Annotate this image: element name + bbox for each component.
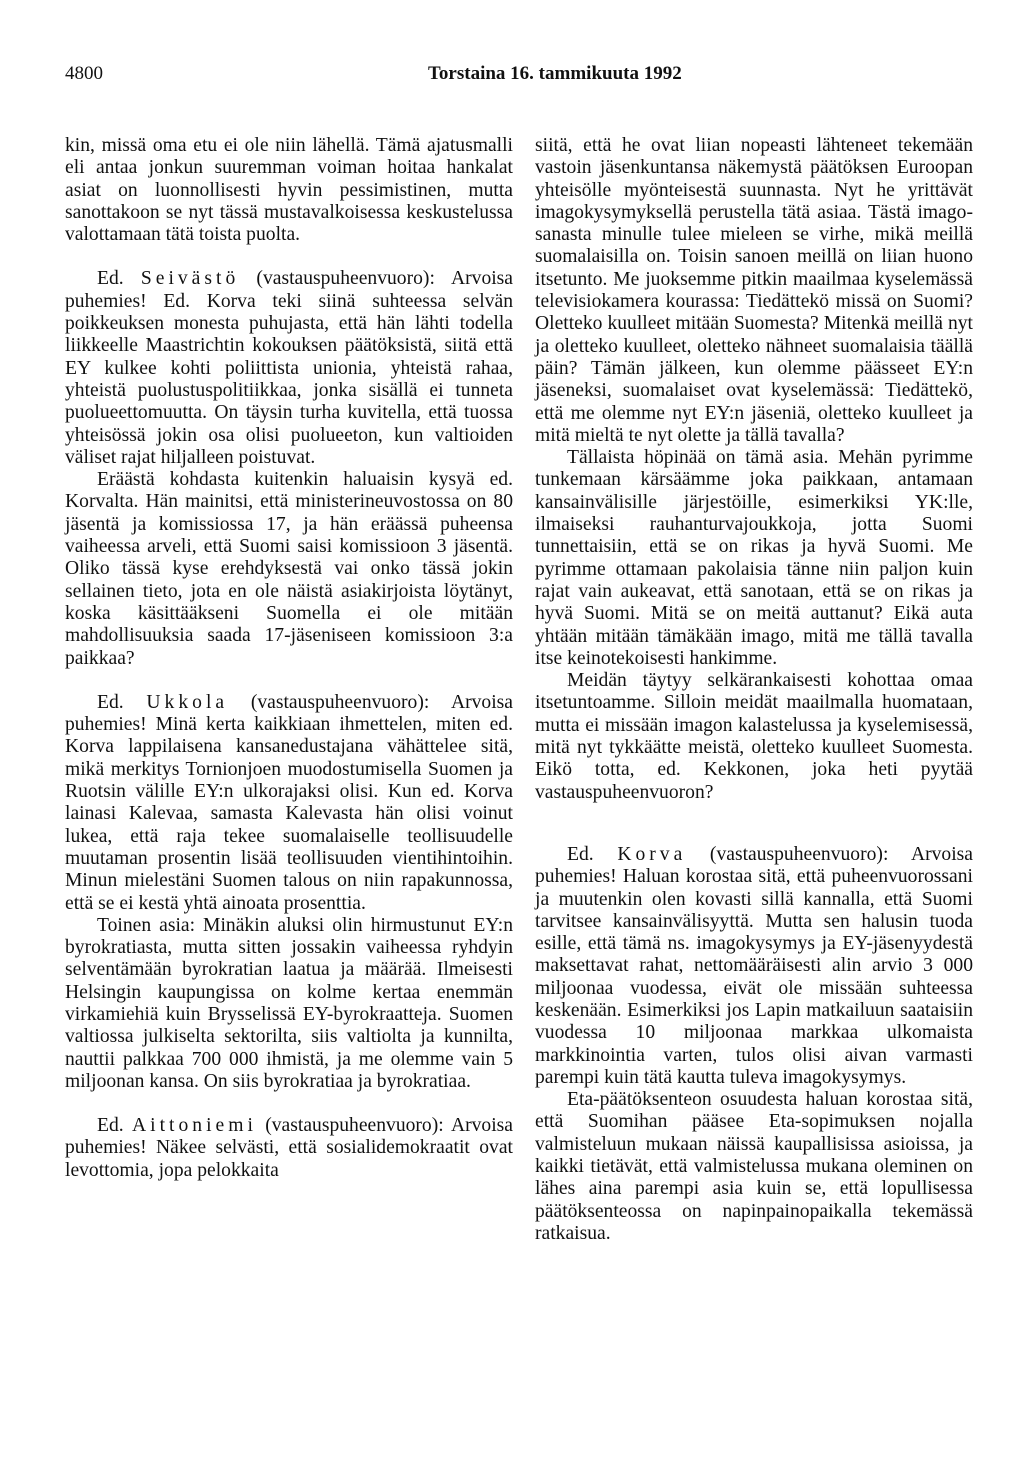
page-number: 4800 — [65, 63, 103, 84]
paragraph: Eta-päätöksenteon osuudesta haluan korostaa sitä, että Suomihan pääsee Eta-sopimuksen nojalla valmisteluun mukaan näissä kaupallisissa asioissa, ja kaikki tietävät, että valmistelussa mukana oleminen on lähes aina parempi asia kuin se, että lopullisessa päätöksenteossa on napinpainopaikalla tekemässä ratkaisua. — [535, 1089, 973, 1244]
speech-seivasto — [65, 268, 513, 469]
page-header — [65, 63, 960, 91]
running-title: Torstaina 16. tammikuuta 1992 — [428, 63, 682, 84]
speech-ukkola — [65, 692, 513, 915]
speaker-name: Ukkola — [146, 691, 229, 713]
speech-text: (vastauspuheenvuoro): Arvoisa puhemies! Minä kerta kaikkiaan ihmettelen, miten ed. Korva lappilaisena kansanedustajana vähättelee sitä, mikä merkitys Tornionjoen muodostumisella Suomen ja Ruotsin välille EY:n ulkorajaksi olisi. Kun ed. Korva lainasi Kalevaa, samasta Kalevasta hän olisi voinut lukea, että raja tekee suomalaiselle teollisuudelle muutaman prosentin lisää teollisuuden vientihintoihin. Minun mielestäni Suomen talous on niin rapakunnossa, että se ei kestä yhtä ainoata prosenttia. — [65, 691, 513, 914]
speaker-prefix: Ed. — [97, 1115, 124, 1137]
speaker-name: Korva — [617, 843, 687, 865]
speech-text: (vastauspuheenvuoro): Arvoisa puhemies! Näkee selvästi, että sosialidemokraatit ovat levottomia, jopa pelokkaita — [65, 1115, 513, 1181]
paragraph: Toinen asia: Minäkin aluksi olin hirmustunut EY:n byrokratiasta, mutta sitten jossakin vaiheessa ryhdyin selventämään byrokratian laatua ja määrää. Ilmeisesti Helsingin kaupungissa on kolme kertaa enemmän virkamiehiä kuin Brysselissä EY-byrokraatteja. Suomen valtiossa julkiselta sektorilta, siis valtiolta ja kunnilta, nauttii palkkaa 700 000 ihmistä, ja me olemme vain 5 miljoonan kansa. On siis byrokratiaa ja byrokratiaa. — [65, 914, 513, 1092]
paragraph: kin, missä oma etu ei ole niin lähellä. Tämä ajatusmalli eli antaa jonkun suuremman voiman hoitaa hankalat asiat on luonnollisesti hyvin pessimistinen, mutta sanottakoon se nyt tässä mustavalkoisessa keskustelussa valottamaan tätä toista puolta. — [65, 135, 513, 246]
speech-text: (vastauspuheenvuoro): Arvoisa puhemies! Haluan korostaa sitä, että puheenvuorossani ja muutenkin olen kovasti sillä kannalla, että Suomi tarvitsee kansainvälisyyttä. Mutta sen halusin tuoda esille, että tämä ns. imagokysymys ja EY-jäsenyydestä maksettavat rahat, nettomääräisesti alin arvio 3 000 miljoonaa vuodessa, eivät ole missään suhteessa keskenään. Esimerkiksi jos Lapin matkailuun saataisiin vuodessa 10 miljoonaa markkaa ulkomaista markkinointia varten, tulos olisi aivan varmasti parempi kuin tätä kautta tuleva imagokysymys. — [535, 843, 973, 1088]
paragraph: Eräästä kohdasta kuitenkin haluaisin kysyä ed. Korvalta. Hän mainitsi, että ministerineuvostossa on 80 jäsentä ja komissiossa 17, ja hän eräässä puheensa vaiheessa arveli, että Suomi saisi komissioon 3 jäsentä. Oliko tässä kyse erehdyksestä vai onko tässä jokin sellainen tieto, jota en ole näistä asiakirjoista löytänyt, koska käsittääkseni Suomella ei ole mitään mahdollisuuksia saada 17-jäseniseen komissioon 3:a paikkaa? — [65, 469, 513, 669]
paragraph: Tällaista höpinää on tämä asia. Mehän pyrimme tunkemaan kärsäämme joka paikkaan, antamaan kansainvälisille järjestöille, esimerkiksi YK:lle, ilmaiseksi rauhanturvajoukkoja, jotta Suomi tunnettaisiin, että se on rikas ja hyvä Suomi. Me pyrimme ottamaan pakolaisia tänne niin paljon kuin rajat vain aukeavat, että sanotaan, että se on rikas ja hyvä Suomi. Mitä se on meitä auttanut? Eikä auta yhtään mitään tämäkään imago, mitä me tällä tavalla itse keinotekoisesti hankimme. — [535, 447, 973, 669]
speaker-name: Aittoniemi — [132, 1115, 257, 1137]
speaker-prefix: Ed. — [97, 268, 124, 290]
paragraph: siitä, että he ovat liian nopeasti lähteneet tekemään vastoin jäsenkuntansa näkemystä päätöksen Euroopan yhteisölle myönteisestä suunnasta. Nyt he yrittävät imagokysymyksellä perustella tätä asiaa. Tästä imago-sanasta minulle tulee mieleen se virhe, mikä meillä suomalaisilla on. Toisin sanoen meillä on liian huono itsetunto. Me juoksemme pitkin maailmaa kyselemässä televisiokamera kourassa: Tiedättekö missä on Suomi? Oletteko kuulleet mitään Suomesta? Mitenkä meillä nyt ja oletteko kuulleet, oletteko nähneet suomalaisia täällä päin? Tämän jälkeen, kun olemme päässeet EY:n jäseneksi, suomalaiset ovat kyselemässä: Tiedättekö, että me olemme nyt EY:n jäseniä, oletteko kuulleet ja mitä mieltä te nyt olette ja tällä tavalla? — [535, 135, 973, 446]
speech-korva — [535, 844, 973, 1089]
paragraph: Meidän täytyy selkärankaisesti kohottaa omaa itsetuntoamme. Silloin meidät maailmalla huomataan, mutta ei missään imagon kalastelussa ja kyselemisessä, mitä nyt tykkäätte meistä, oletteko kuulleet Suomesta. Eikö totta, ed. Kekkonen, joka heti pyytää vastauspuheenvuoron? — [535, 670, 973, 803]
speaker-prefix: Ed. — [97, 691, 124, 713]
speaker-prefix: Ed. — [567, 843, 594, 865]
speech-aittoniemi — [65, 1115, 513, 1182]
right-column — [535, 135, 973, 1245]
speaker-name: Seivästö — [140, 268, 240, 290]
speech-text: (vastauspuheenvuoro): Arvoisa puhemies! Ed. Korva teki siinä suhteessa selvän poikkeuksen monesta puhujasta, että hän lähti todella liikkeelle Maastrichtin kokouksen päätöksistä, siitä että EY kulkee kohti poliittista unionia, yhteistä rahaa, yhteistä puolustuspolitiikkaa, jonka sisällä ei tunneta puolueettomuutta. On täysin turha kuvitella, että tuossa yhteisössä jokin osa olisi puolueeton, kun valtioiden väliset rajat hiljalleen poistuvat. — [65, 268, 514, 468]
left-column — [65, 135, 513, 1182]
